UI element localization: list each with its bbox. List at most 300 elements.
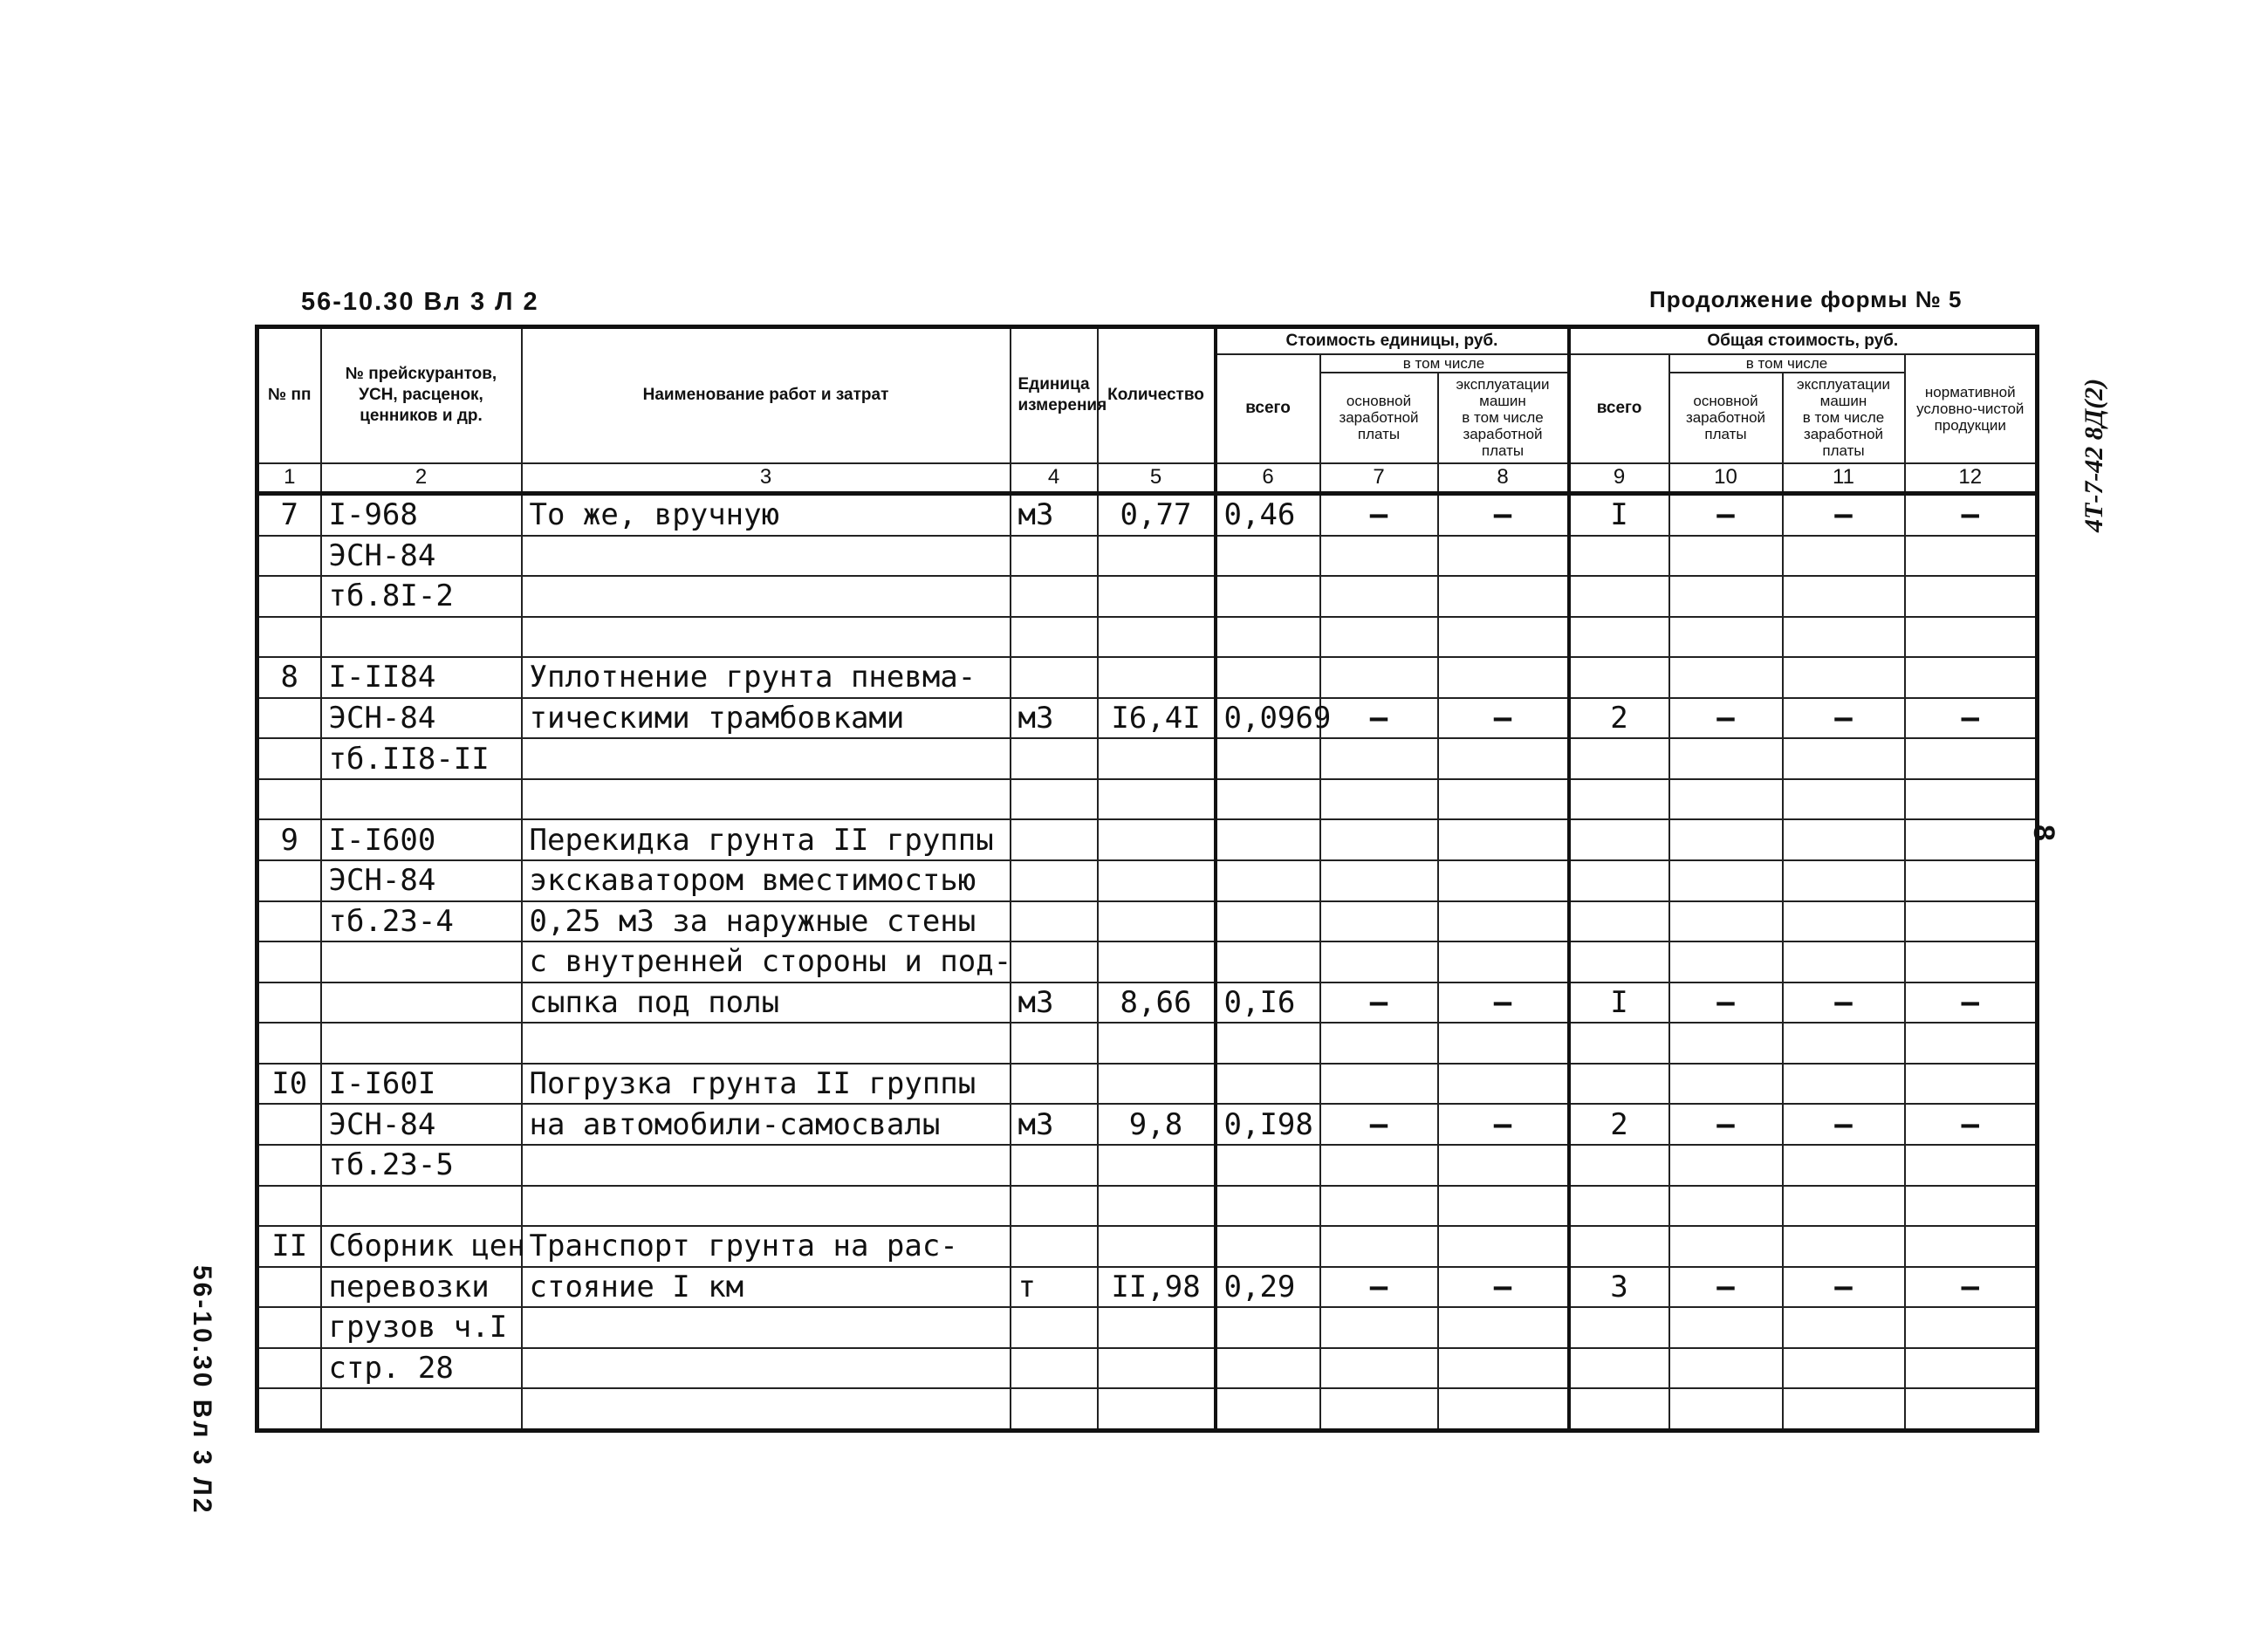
- table-cell: [1098, 1307, 1216, 1348]
- table-cell: –: [1905, 698, 2038, 739]
- table-cell: [1011, 1307, 1098, 1348]
- table-cell: [1905, 819, 2038, 860]
- table-cell: [1098, 941, 1216, 982]
- table-cell: [522, 1348, 1011, 1389]
- table-cell: [1216, 941, 1320, 982]
- page-number: 8: [2026, 825, 2060, 841]
- table-cell: [1011, 576, 1098, 617]
- table-cell: [1669, 617, 1783, 658]
- table-cell: [1569, 941, 1669, 982]
- column-number: 5: [1098, 463, 1216, 494]
- column-number: 7: [1320, 463, 1438, 494]
- table-cell: [1438, 738, 1569, 779]
- table-cell: [1905, 738, 2038, 779]
- col-header-4: Единица измерения: [1011, 327, 1098, 463]
- table-cell: [522, 1145, 1011, 1186]
- table-cell: [1783, 1064, 1905, 1105]
- table-cell: –: [1783, 1267, 1905, 1308]
- table-cell: [1783, 941, 1905, 982]
- table-cell: [522, 617, 1011, 658]
- table-cell: [1905, 1064, 2038, 1105]
- table-cell: [1569, 1186, 1669, 1227]
- table-cell: [1669, 536, 1783, 577]
- table-cell: –: [1320, 982, 1438, 1024]
- table-cell: [1905, 1186, 2038, 1227]
- table-cell: [1438, 1307, 1569, 1348]
- table-cell: [522, 536, 1011, 577]
- total-cost-header: Общая стоимость, руб.: [1569, 327, 2038, 354]
- table-cell: [1905, 1145, 2038, 1186]
- table-cell: [1098, 536, 1216, 577]
- table-cell: [1320, 1023, 1438, 1064]
- table-cell: [1320, 1307, 1438, 1348]
- table-row: [257, 698, 2038, 739]
- table-cell: –: [1438, 1104, 1569, 1145]
- table-cell: [1905, 901, 2038, 942]
- table-cell: I-II84: [321, 657, 522, 698]
- col-header-11-sub: в том числе заработной платы: [1802, 409, 1885, 460]
- table-cell: [1783, 1226, 1905, 1267]
- table-cell: [321, 941, 522, 982]
- table-cell: [1438, 657, 1569, 698]
- table-cell: [1098, 576, 1216, 617]
- table-row: [257, 617, 2038, 658]
- table-row: [257, 576, 2038, 617]
- table-cell: [1669, 779, 1783, 820]
- table-cell: [1216, 617, 1320, 658]
- table-cell: 2: [1569, 1104, 1669, 1145]
- table-cell: [1320, 617, 1438, 658]
- table-cell: [1438, 1064, 1569, 1105]
- column-number: 9: [1569, 463, 1669, 494]
- table-row: [257, 738, 2038, 779]
- table-body: [257, 493, 2038, 1430]
- col-header-8: [1438, 373, 1569, 462]
- col-header-6: всего: [1216, 354, 1320, 463]
- table-cell: т: [1011, 1267, 1098, 1308]
- table-cell: [1669, 1307, 1783, 1348]
- table-cell: [1783, 901, 1905, 942]
- table-cell: [1569, 1023, 1669, 1064]
- table-cell: [1320, 1186, 1438, 1227]
- table-cell: –: [1905, 493, 2038, 535]
- table-cell: [1216, 1023, 1320, 1064]
- table-cell: [1216, 536, 1320, 577]
- table-cell: [1783, 1186, 1905, 1227]
- table-cell: [1438, 819, 1569, 860]
- table-cell: [1098, 1186, 1216, 1227]
- table-cell: [1669, 1226, 1783, 1267]
- table-cell: тб.23-5: [321, 1145, 522, 1186]
- table-cell: Уплотнение грунта пневма-: [522, 657, 1011, 698]
- col-header-3: Наименование работ и затрат: [522, 327, 1011, 463]
- table-cell: тическими трамбовками: [522, 698, 1011, 739]
- table-cell: –: [1783, 493, 1905, 535]
- table-cell: I: [1569, 493, 1669, 535]
- table-cell: [1783, 1348, 1905, 1389]
- table-cell: [1438, 576, 1569, 617]
- unit-cost-header: Стоимость единицы, руб.: [1216, 327, 1569, 354]
- table-cell: [257, 1104, 321, 1145]
- table-cell: [1783, 1307, 1905, 1348]
- table-cell: 3: [1569, 1267, 1669, 1308]
- table-cell: [321, 982, 522, 1024]
- table-cell: [1011, 1388, 1098, 1430]
- table-row: [257, 1145, 2038, 1186]
- table-cell: –: [1669, 698, 1783, 739]
- table-row: [257, 1226, 2038, 1267]
- table-cell: –: [1320, 1104, 1438, 1145]
- table-cell: [257, 1186, 321, 1227]
- table-cell: [1905, 576, 2038, 617]
- table-cell: –: [1438, 982, 1569, 1024]
- table-cell: 0,29: [1216, 1267, 1320, 1308]
- table-row: [257, 536, 2038, 577]
- table-cell: экскаватором вместимостью: [522, 860, 1011, 901]
- table-cell: [1011, 1023, 1098, 1064]
- table-cell: [257, 576, 321, 617]
- table-cell: Перекидка грунта II группы: [522, 819, 1011, 860]
- table-cell: –: [1669, 493, 1783, 535]
- table-cell: [1320, 1348, 1438, 1389]
- left-margin-code: 56-10.30 Вл 3 Л2: [188, 1265, 216, 1516]
- table-cell: [1905, 657, 2038, 698]
- table-cell: [1783, 536, 1905, 577]
- table-cell: [1216, 860, 1320, 901]
- table-cell: [522, 576, 1011, 617]
- table-cell: [1438, 1226, 1569, 1267]
- table-cell: м3: [1011, 982, 1098, 1024]
- table-cell: [1783, 738, 1905, 779]
- table-cell: [257, 1388, 321, 1430]
- table-cell: [257, 1023, 321, 1064]
- table-cell: тб.II8-II: [321, 738, 522, 779]
- table-cell: [1905, 941, 2038, 982]
- table-cell: Сборник цен: [321, 1226, 522, 1267]
- table-cell: 7: [257, 493, 321, 535]
- table-row: [257, 1307, 2038, 1348]
- table-cell: [1569, 576, 1669, 617]
- table-cell: I6,4I: [1098, 698, 1216, 739]
- table-cell: –: [1320, 1267, 1438, 1308]
- table-cell: [1438, 1023, 1569, 1064]
- form-continuation-label: Продолжение формы № 5: [1649, 286, 1963, 312]
- table-cell: с внутренней стороны и под-: [522, 941, 1011, 982]
- table-cell: [1320, 779, 1438, 820]
- table-cell: 9,8: [1098, 1104, 1216, 1145]
- table-cell: [1098, 738, 1216, 779]
- table-cell: [1783, 1145, 1905, 1186]
- table-row: [257, 819, 2038, 860]
- table-cell: [1098, 1023, 1216, 1064]
- col-header-1: № пп: [257, 327, 321, 463]
- column-numbers-row: [257, 463, 2038, 494]
- table-cell: 9: [257, 819, 321, 860]
- table-cell: [1216, 1388, 1320, 1430]
- table-cell: [1320, 1145, 1438, 1186]
- table-cell: [1011, 1064, 1098, 1105]
- table-cell: [1438, 1145, 1569, 1186]
- table-cell: –: [1669, 1104, 1783, 1145]
- table-cell: [1216, 738, 1320, 779]
- col-header-5: Количество: [1098, 327, 1216, 463]
- table-cell: [1569, 536, 1669, 577]
- table-cell: ЭСН-84: [321, 860, 522, 901]
- table-cell: [1783, 617, 1905, 658]
- table-cell: –: [1669, 1267, 1783, 1308]
- col-header-8-sub: в том числе заработной платы: [1462, 409, 1544, 460]
- table-cell: [1011, 779, 1098, 820]
- table-cell: [1669, 860, 1783, 901]
- table-cell: тб.23-4: [321, 901, 522, 942]
- table-cell: [1438, 617, 1569, 658]
- table-cell: [1905, 1023, 2038, 1064]
- table-cell: [257, 860, 321, 901]
- table-cell: [1216, 576, 1320, 617]
- table-cell: –: [1783, 698, 1905, 739]
- table-cell: ЭСН-84: [321, 536, 522, 577]
- column-number: 10: [1669, 463, 1783, 494]
- table-cell: Погрузка грунта II группы: [522, 1064, 1011, 1105]
- table-cell: [257, 1348, 321, 1389]
- table-cell: [1011, 941, 1098, 982]
- table-row: [257, 493, 2038, 535]
- table-cell: [257, 536, 321, 577]
- table-cell: [1569, 901, 1669, 942]
- table-cell: [1905, 1226, 2038, 1267]
- table-cell: [1669, 738, 1783, 779]
- column-number: 3: [522, 463, 1011, 494]
- table-cell: [1320, 536, 1438, 577]
- table-cell: [1783, 779, 1905, 820]
- table-cell: [1011, 657, 1098, 698]
- table-cell: [1783, 1023, 1905, 1064]
- table-row: [257, 1104, 2038, 1145]
- table-cell: [1669, 819, 1783, 860]
- table-cell: [1669, 1145, 1783, 1186]
- col-header-11: [1783, 373, 1905, 462]
- column-number: 11: [1783, 463, 1905, 494]
- table-cell: I-I60I: [321, 1064, 522, 1105]
- table-cell: [1320, 901, 1438, 942]
- table-cell: [1320, 941, 1438, 982]
- document-code: 56-10.30 Вл 3 Л 2: [301, 288, 539, 316]
- table-cell: I0: [257, 1064, 321, 1105]
- table-cell: [1320, 1388, 1438, 1430]
- table-cell: [1216, 1064, 1320, 1105]
- table-cell: [1320, 576, 1438, 617]
- table-cell: [1783, 860, 1905, 901]
- table-cell: [1011, 738, 1098, 779]
- table-cell: сыпка под полы: [522, 982, 1011, 1024]
- table-cell: на автомобили-самосвалы: [522, 1104, 1011, 1145]
- table-cell: [1438, 860, 1569, 901]
- table-cell: –: [1320, 493, 1438, 535]
- table-cell: перевозки: [321, 1267, 522, 1308]
- table-cell: [1569, 1388, 1669, 1430]
- table-cell: 0,0969: [1216, 698, 1320, 739]
- table-cell: 8: [257, 657, 321, 698]
- table-cell: –: [1783, 1104, 1905, 1145]
- table-cell: [522, 1307, 1011, 1348]
- table-cell: 0,25 м3 за наружные стены: [522, 901, 1011, 942]
- table-cell: [1320, 819, 1438, 860]
- table-cell: [1011, 1348, 1098, 1389]
- unit-incl-header: в том числе: [1320, 354, 1569, 373]
- table-cell: [1569, 779, 1669, 820]
- table-cell: –: [1783, 982, 1905, 1024]
- table-cell: [1098, 1064, 1216, 1105]
- column-number: 12: [1905, 463, 2038, 494]
- table-row: [257, 1388, 2038, 1430]
- table-row: [257, 1267, 2038, 1308]
- table-cell: [1098, 819, 1216, 860]
- table-cell: м3: [1011, 698, 1098, 739]
- table-cell: [1438, 1186, 1569, 1227]
- table-cell: –: [1669, 982, 1783, 1024]
- table-cell: [257, 779, 321, 820]
- table-cell: [1438, 1388, 1569, 1430]
- right-margin-code: 4Т-7-42 8Д(2): [2080, 378, 2108, 532]
- table-cell: [1569, 1307, 1669, 1348]
- column-number: 4: [1011, 463, 1098, 494]
- table-cell: [1669, 901, 1783, 942]
- table-cell: [1669, 1064, 1783, 1105]
- table-cell: [1320, 1064, 1438, 1105]
- table-cell: [1320, 860, 1438, 901]
- table-cell: [1098, 617, 1216, 658]
- table-cell: [1569, 657, 1669, 698]
- table-row: [257, 1023, 2038, 1064]
- table-cell: ЭСН-84: [321, 698, 522, 739]
- col-header-2: № прейскурантов, УСН, расценок, ценников и др.: [321, 327, 522, 463]
- col-header-7: основной заработной платы: [1320, 373, 1438, 462]
- total-incl-header: в том числе: [1669, 354, 1905, 373]
- table-cell: [1216, 657, 1320, 698]
- table-cell: [1905, 1307, 2038, 1348]
- table-cell: [1098, 1145, 1216, 1186]
- table-cell: [1669, 576, 1783, 617]
- col-header-10: основной заработной платы: [1669, 373, 1783, 462]
- table-cell: [1098, 860, 1216, 901]
- table-cell: [1905, 779, 2038, 820]
- column-number: 2: [321, 463, 522, 494]
- table-cell: [1669, 941, 1783, 982]
- table-cell: [257, 901, 321, 942]
- table-cell: [1438, 941, 1569, 982]
- table-cell: [1216, 901, 1320, 942]
- table-cell: стояние I км: [522, 1267, 1011, 1308]
- table-cell: [1569, 738, 1669, 779]
- table-cell: [1216, 1186, 1320, 1227]
- table-cell: [1438, 536, 1569, 577]
- col-header-12: нормативной условно-чистой продукции: [1905, 354, 2038, 463]
- table-cell: [1569, 1145, 1669, 1186]
- col-header-9: всего: [1569, 354, 1669, 463]
- table-row: [257, 1348, 2038, 1389]
- table-cell: [1216, 1348, 1320, 1389]
- table-cell: [1098, 657, 1216, 698]
- table-cell: [1098, 779, 1216, 820]
- table-cell: [1011, 901, 1098, 942]
- table-cell: [1011, 860, 1098, 901]
- table-cell: –: [1438, 493, 1569, 535]
- table-cell: [257, 1145, 321, 1186]
- table-cell: II: [257, 1226, 321, 1267]
- table-cell: I-968: [321, 493, 522, 535]
- table-cell: 8,66: [1098, 982, 1216, 1024]
- table-cell: тб.8I-2: [321, 576, 522, 617]
- table-cell: [522, 738, 1011, 779]
- table-cell: м3: [1011, 1104, 1098, 1145]
- table-cell: [1320, 1226, 1438, 1267]
- table-cell: [1216, 779, 1320, 820]
- table-cell: [321, 1023, 522, 1064]
- table-cell: [522, 779, 1011, 820]
- table-cell: [1905, 1388, 2038, 1430]
- table-row: [257, 901, 2038, 942]
- table-cell: стр. 28: [321, 1348, 522, 1389]
- column-number: 8: [1438, 463, 1569, 494]
- table-cell: [1098, 1388, 1216, 1430]
- table-row: [257, 657, 2038, 698]
- table-cell: [1011, 617, 1098, 658]
- table-cell: [1783, 1388, 1905, 1430]
- table-cell: [1783, 576, 1905, 617]
- table-cell: [321, 617, 522, 658]
- table-cell: –: [1905, 1104, 2038, 1145]
- table-row: [257, 941, 2038, 982]
- table-cell: II,98: [1098, 1267, 1216, 1308]
- table-cell: [1569, 1348, 1669, 1389]
- table-cell: [1216, 819, 1320, 860]
- table-cell: [1011, 1145, 1098, 1186]
- table-cell: [1569, 860, 1669, 901]
- table-cell: I-I600: [321, 819, 522, 860]
- table-cell: 2: [1569, 698, 1669, 739]
- table-cell: [321, 1388, 522, 1430]
- table-cell: –: [1438, 698, 1569, 739]
- table-cell: [257, 738, 321, 779]
- table-cell: [1216, 1145, 1320, 1186]
- table-cell: 0,77: [1098, 493, 1216, 535]
- table-cell: [1438, 779, 1569, 820]
- table-cell: [1569, 617, 1669, 658]
- table-row: [257, 1064, 2038, 1105]
- table-cell: [522, 1388, 1011, 1430]
- table-cell: [522, 1186, 1011, 1227]
- table-cell: [257, 698, 321, 739]
- table-cell: I: [1569, 982, 1669, 1024]
- table-cell: [1569, 1226, 1669, 1267]
- table-cell: [1320, 657, 1438, 698]
- table-cell: [1216, 1226, 1320, 1267]
- table-cell: [257, 941, 321, 982]
- table-cell: [1669, 1023, 1783, 1064]
- table-cell: [1905, 860, 2038, 901]
- table-cell: [1669, 1348, 1783, 1389]
- table-cell: [1905, 536, 2038, 577]
- table-cell: [1669, 1388, 1783, 1430]
- table-cell: [1569, 1064, 1669, 1105]
- table-cell: [1011, 819, 1098, 860]
- table-cell: –: [1320, 698, 1438, 739]
- table-cell: [1011, 1226, 1098, 1267]
- column-number: 1: [257, 463, 321, 494]
- table-cell: [1216, 1307, 1320, 1348]
- table-cell: [1098, 901, 1216, 942]
- table-cell: [257, 982, 321, 1024]
